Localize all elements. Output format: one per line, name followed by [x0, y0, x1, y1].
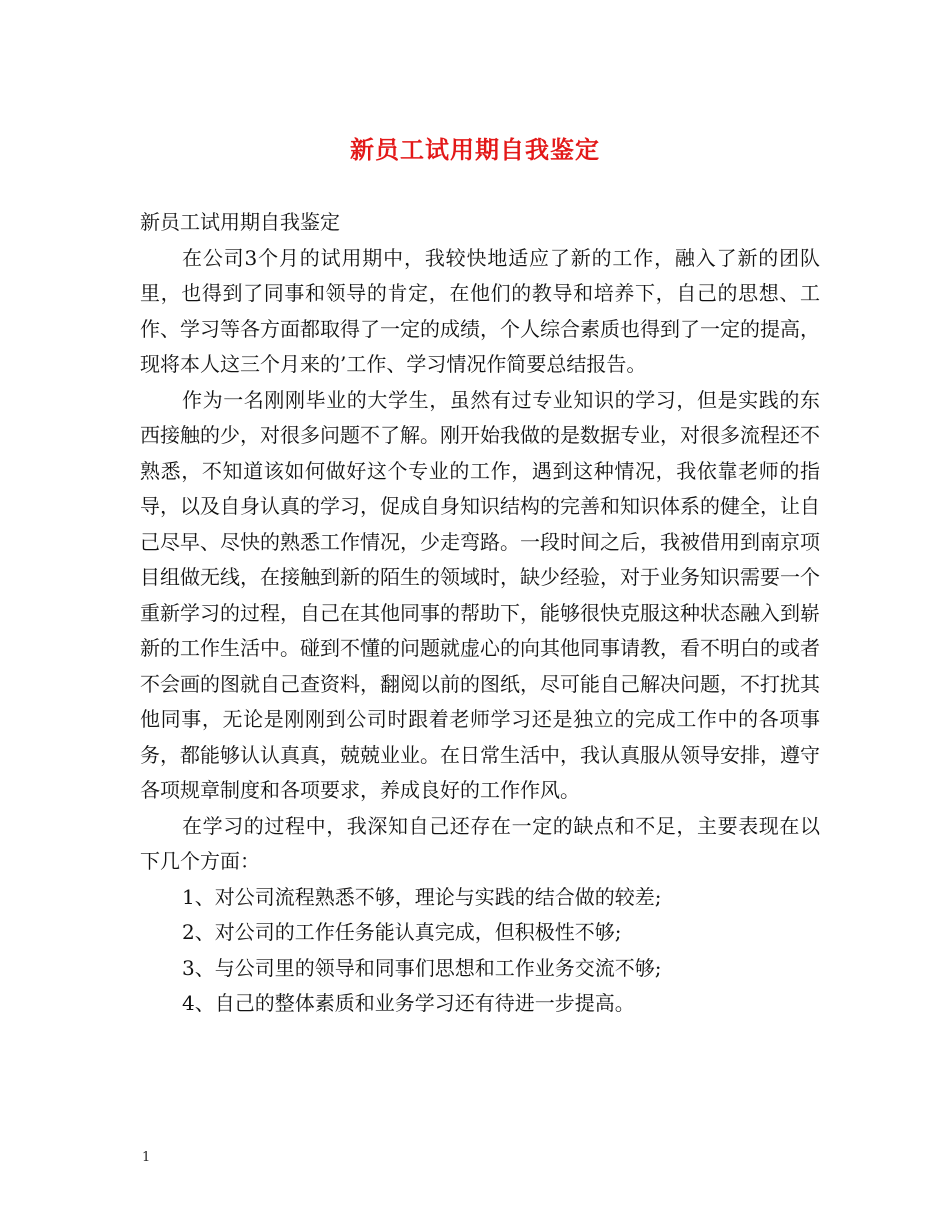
- page-number: 1: [142, 1150, 151, 1165]
- document-body: [140, 205, 820, 1022]
- paragraph-2: 作为一名刚刚毕业的大学生，虽然有过专业知识的学习，但是实践的东西接触的少，对很多问题不了解。刚开始我做的是数据专业，对很多流程还不熟悉，不知道该如何做好这个专业的工作，遇到这种情况，我依靠老师的指导，以及自身认真的学习，促成自身知识结构的完善和知识体系的健全，让自己尽早、尽快的熟悉工作情况，少走弯路。一段时间之后，我被借用到南京项目组做无线，在接触到新的陌生的领域时，缺少经验，对于业务知识需要一个重新学习的过程，自己在其他同事的帮助下，能够很快克服这种状态融入到崭新的工作生活中。碰到不懂的问题就虚心的向其他同事请教，看不明白的或者不会画的图就自己查资料，翻阅以前的图纸，尽可能自己解决问题，不打扰其他同事，无论是刚刚到公司时跟着老师学习还是独立的完成工作中的各项事务，都能够认认真真，兢兢业业。在日常生活中，我认真服从领导安排，遵守各项规章制度和各项要求，养成良好的工作作风。: [140, 387, 820, 802]
- list-item-2: 2、对公司的工作任务能认真完成，但积极性不够;: [182, 920, 622, 944]
- list-item-4: 4、自己的整体素质和业务学习还有待进一步提高。: [182, 991, 635, 1015]
- paragraph-3: 在学习的过程中，我深知自己还存在一定的缺点和不足，主要表现在以下几个方面：: [140, 813, 820, 873]
- list-item-3: 3、与公司里的领导和同事们思想和工作业务交流不够;: [182, 955, 662, 980]
- document-title: 新员工试用期自我鉴定: [350, 135, 600, 164]
- document-subtitle: 新员工试用期自我鉴定: [140, 210, 340, 234]
- paragraph-1: 在公司3个月的试用期中，我较快地适应了新的工作，融入了新的团队里，也得到了同事和领导的肯定，在他们的教导和培养下，自己的思想、工作、学习等各方面都取得了一定的成绩，个人综合素质也得到了一定的提高，现将本人这三个月来的’工作、学习情况作简要总结报告。: [140, 245, 820, 376]
- list-item-1: 1、对公司流程熟悉不够，理论与实践的结合做的较差;: [182, 884, 662, 909]
